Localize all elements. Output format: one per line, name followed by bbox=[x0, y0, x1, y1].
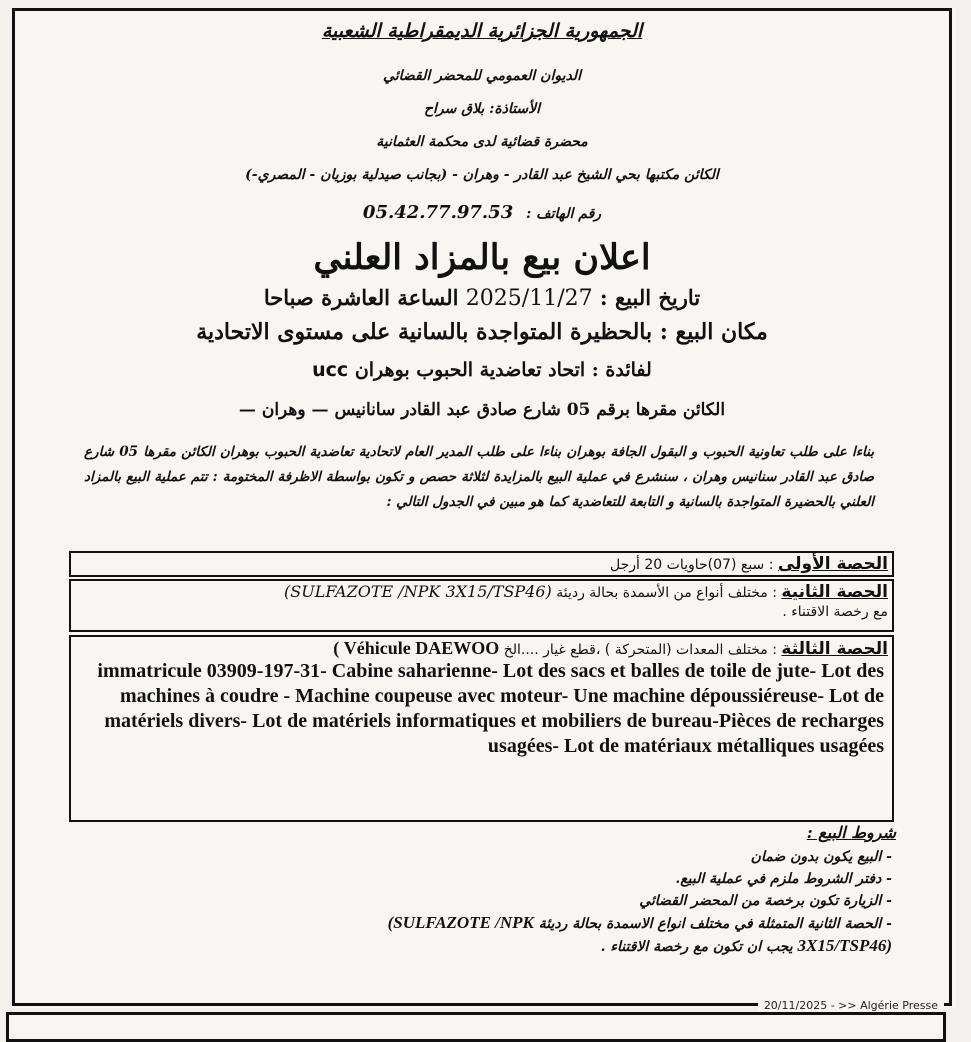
terms-item-4-codes-b: 3X15/TSP46) bbox=[797, 936, 892, 955]
lot-3-vehicle: ( Véhicule DAEWOO bbox=[333, 638, 500, 658]
terms-item: - البيع يكون بدون ضمان bbox=[162, 846, 892, 868]
beneficiary-name: لفائدة : اتحاد تعاضدية الحبوب بوهران bbox=[354, 359, 652, 381]
lot-2-product-codes: (SULFAZOTE /NPK 3X15/TSP46) bbox=[284, 582, 552, 601]
phone-line bbox=[12, 202, 952, 223]
terms-item-4-codes-a: (SULFAZOTE /NPK bbox=[387, 913, 534, 932]
phone-label: رقم الهاتف : bbox=[526, 206, 602, 222]
sale-date-label: تاريخ البيع : bbox=[599, 285, 701, 310]
next-announcement-frame bbox=[6, 1012, 946, 1042]
lot-3-details: immatricule 03909-197-31- Cabine saharienne- Lot des sacs et balles de toile de jute- Lot des machines à coudre - Machine coupeuse avec moteur- Une machine dépoussiéreuse- Lot de matériels divers- Lot de matériels informatiques et mobiliers de bureau-Pièces de recharges usagées- Lot de matériaux métalliques usagées bbox=[97, 660, 884, 757]
court-registration: محضرة قضائية لدى محكمة العثمانية bbox=[376, 134, 588, 150]
office-address: الكائن مكتبها بحي الشيخ عبد القادر - وهران - (بجانب صيدلية بوزيان - المصري-) bbox=[245, 167, 719, 183]
sale-place: مكان البيع : بالحظيرة المتواجدة بالسانية على مستوى الاتحادية bbox=[196, 319, 768, 345]
office-name: الديوان العمومي للمحضر القضائي bbox=[383, 68, 581, 84]
terms-title: شروط البيع : bbox=[806, 823, 896, 842]
lot-2-note: مع رخصة الاقتناء . bbox=[782, 604, 888, 620]
terms-list bbox=[162, 846, 892, 958]
phone-number: 05.42.77.97.53 bbox=[362, 202, 514, 223]
sale-time: الساعة العاشرة صباحا bbox=[263, 285, 459, 310]
terms-item: - دفتر الشروط ملزم في عملية البيع. bbox=[162, 868, 892, 890]
intro-paragraph: بناءا على طلب تعاونية الحبوب و البقول الجافة بوهران بناءا على طلب المدير العام لاتحادية تعاضدية الحبوب بوهران الكائن مقرها 05 شارع صادق عبد القادر سنانيس وهران ، سنشرع في عملية البيع بالمزايدة لثلاثة حصص و تكون بواسطة الاظرفة المختومة : تتم عملية البيع بالمزاد العلني بالحضيرة المتواجدة بالسانية و التابعة للتعاضدية كما هو مبين في الجدول التالي : bbox=[84, 444, 875, 510]
terms-item: - الزيارة تكون برخصة من المحضر القضائي bbox=[162, 890, 892, 912]
lot-1-box bbox=[69, 551, 894, 577]
beneficiary-abbr: ucc bbox=[312, 359, 349, 381]
republic-title: الجمهورية الجزائرية الديمقراطية الشعبية bbox=[321, 20, 643, 42]
beneficiary-seat: الكائن مقرها برقم 05 شارع صادق عبد القادر سانانيس — وهران — bbox=[238, 400, 726, 420]
lot-1-description: : سبع (07)حاويات 20 أرجل bbox=[610, 557, 774, 573]
lot-1-header bbox=[71, 553, 892, 574]
sale-date-value: 2025/11/27 bbox=[465, 286, 593, 311]
terms-item-4-tail: يجب ان تكون مع رخصة الاقتناء . bbox=[600, 939, 793, 955]
lot-2-description: : مختلف أنواع من الأسمدة بحالة رديئة bbox=[556, 585, 777, 601]
announcement-headline: اعلان بيع بالمزاد العلني bbox=[313, 237, 651, 278]
sale-date-line bbox=[12, 285, 952, 311]
lot-3-description: : مختلف المعدات (المتحركة ) ،قطع غيار ....الخ bbox=[503, 642, 777, 658]
lot-3-header bbox=[71, 637, 892, 659]
terms-item-fertilizer bbox=[162, 912, 892, 958]
lot-3-tag: الحصة الثالثة bbox=[781, 639, 888, 659]
announcement-sheet bbox=[12, 8, 956, 1012]
terms-item-4-text: الحصة الثانية المتمثلة في مختلف انواع الاسمدة بحالة رديئة bbox=[538, 916, 882, 932]
lot-1-tag: الحصة الأولى bbox=[777, 554, 888, 574]
lot-2-tag: الحصة الثانية bbox=[781, 582, 888, 602]
lot-2-header bbox=[71, 581, 892, 602]
source-caption: 20/11/2025 - >> Algérie Presse bbox=[758, 998, 944, 1014]
lot-2-box bbox=[69, 579, 894, 632]
beneficiary-line bbox=[12, 359, 952, 381]
officer-name: الأستاذة: بلاق سراح bbox=[423, 101, 541, 117]
lot-3-box bbox=[69, 635, 894, 822]
